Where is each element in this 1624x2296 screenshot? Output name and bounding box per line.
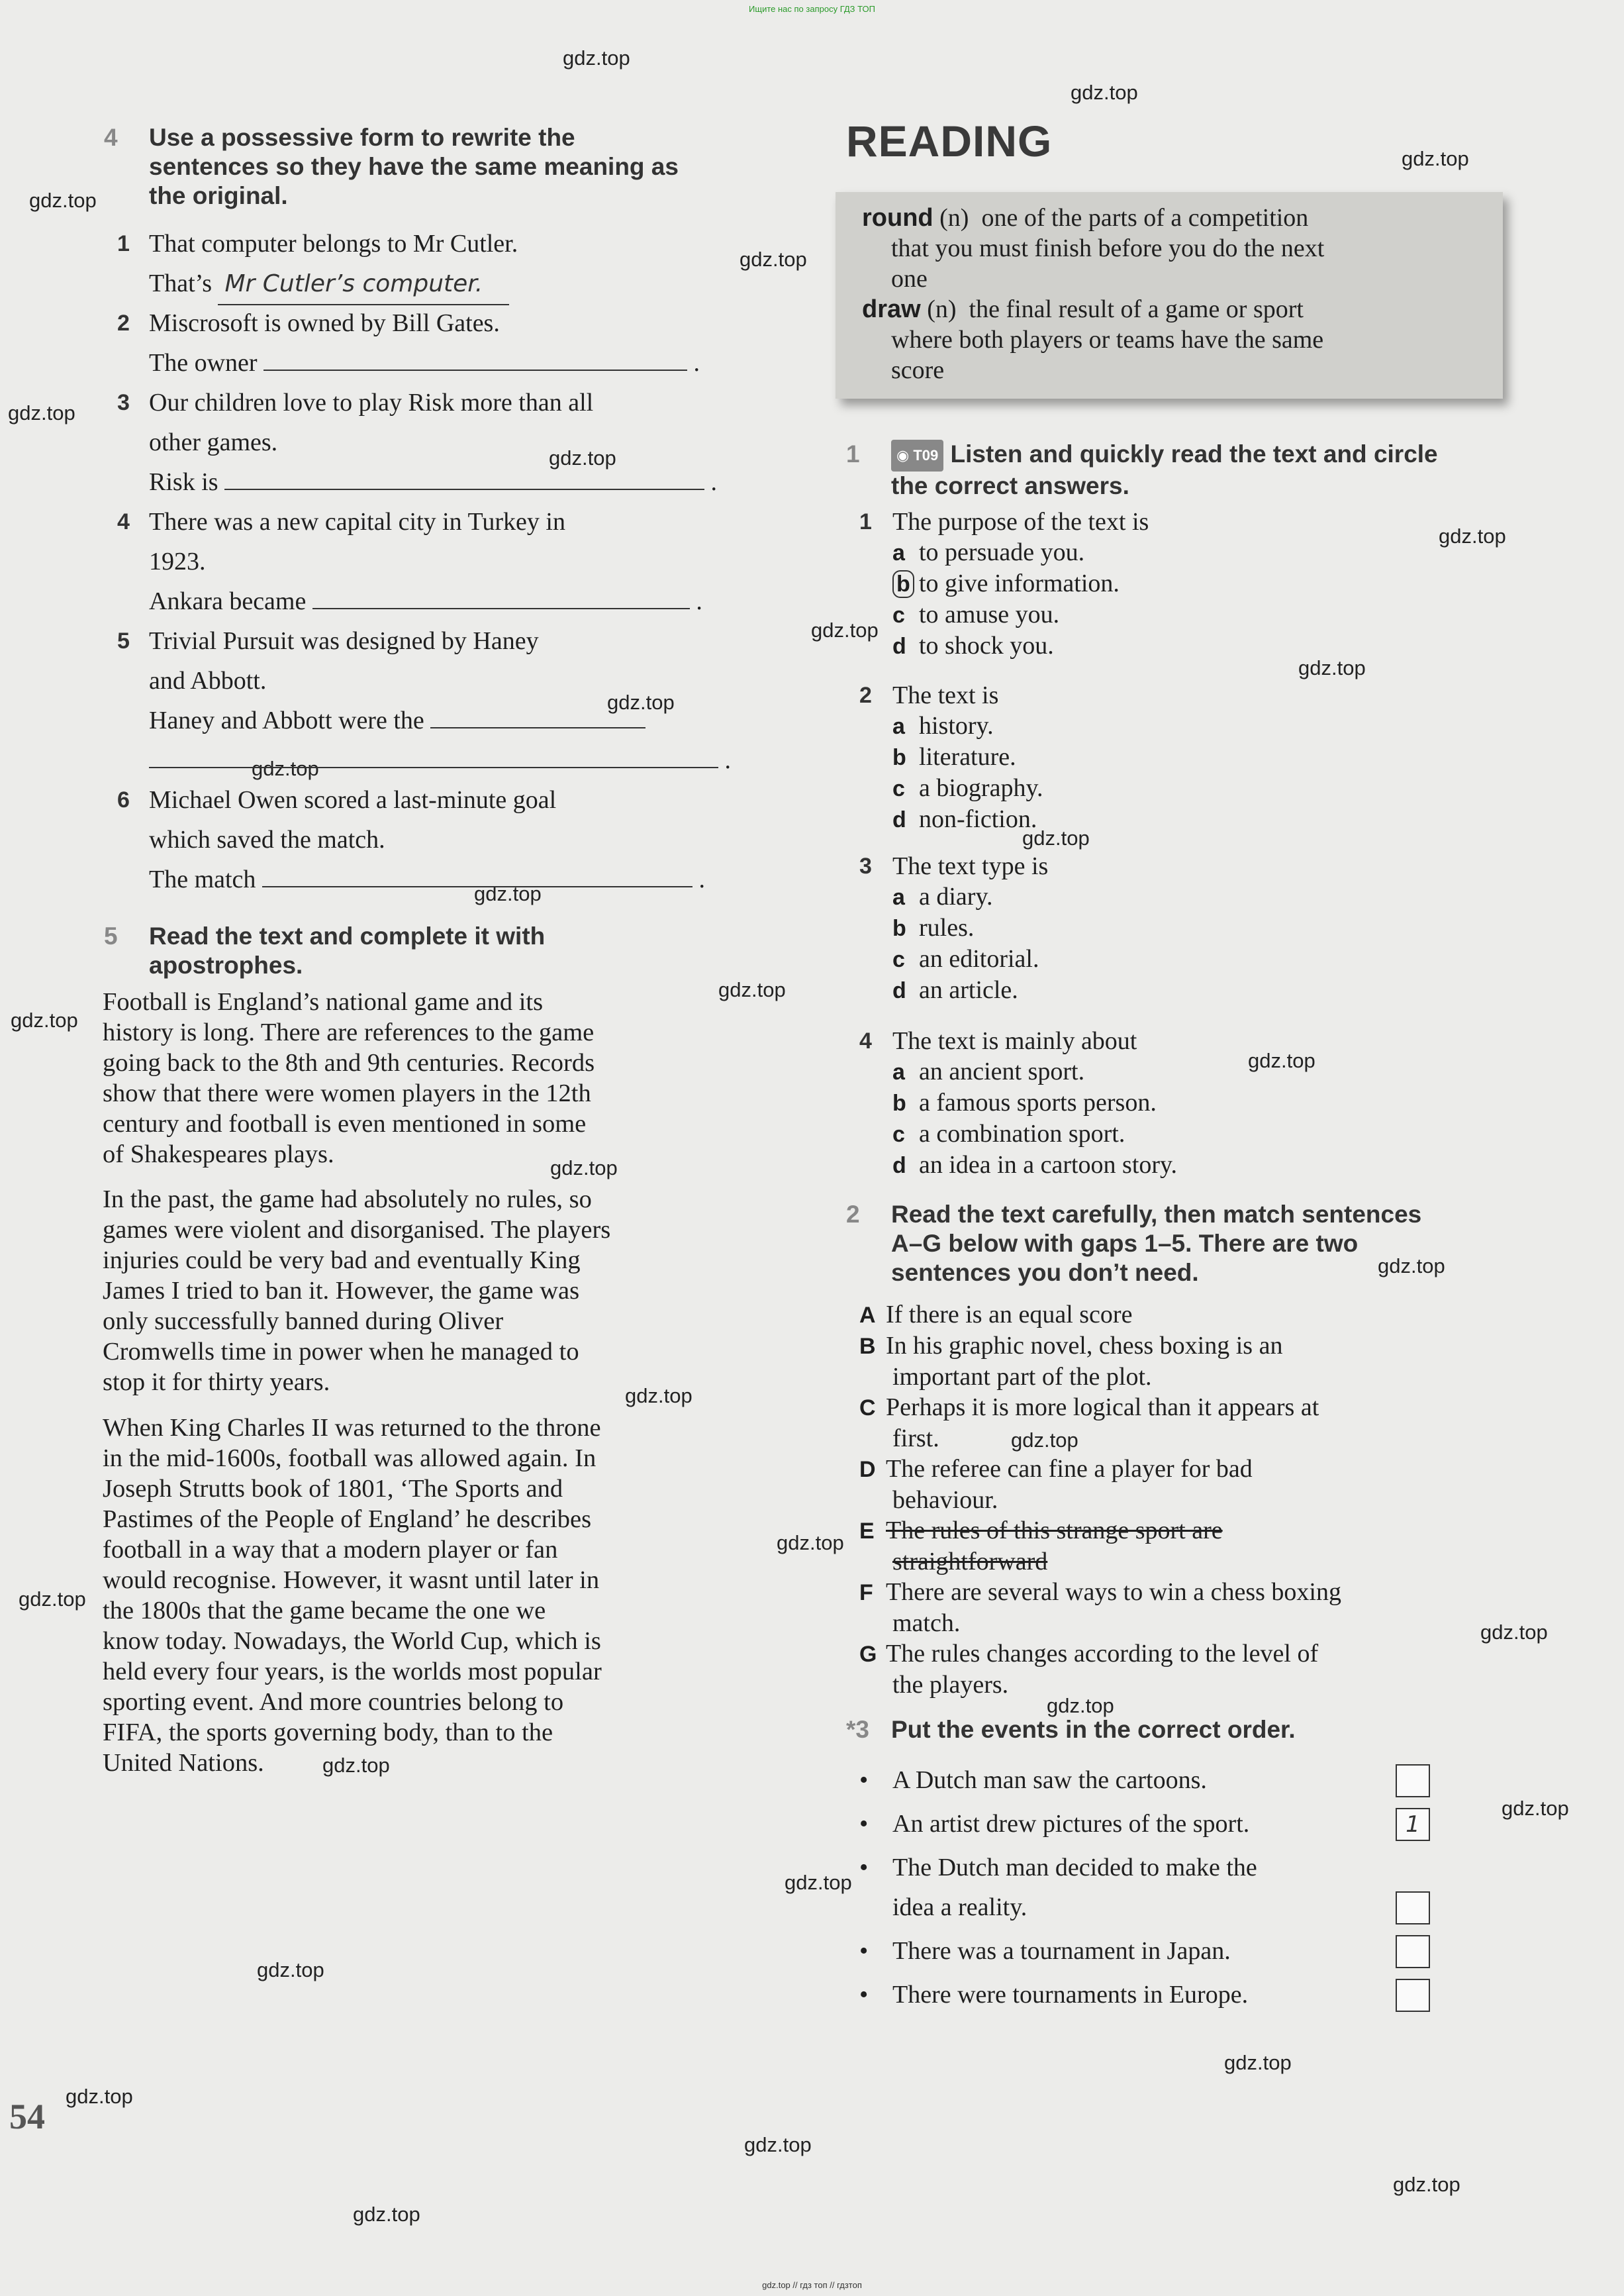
exercise-number: 1 (846, 440, 860, 468)
event-item: • There were tournaments in Europe. (859, 1975, 1521, 2019)
option[interactable]: d an idea in a cartoon story. (892, 1151, 1178, 1179)
event-item: • An artist drew pictures of the sport. 1 (859, 1804, 1521, 1848)
exercise-number: 2 (846, 1201, 860, 1228)
watermark: gdz.top (549, 446, 616, 470)
exercise-number: 4 (104, 124, 118, 151)
watermark: gdz.top (8, 401, 75, 424)
watermark: gdz.top (19, 1587, 86, 1611)
watermark: gdz.top (1378, 1254, 1445, 1277)
option[interactable]: c an editorial. (892, 945, 1039, 973)
sentence-f: F There are several ways to win a chess boxing match. (859, 1578, 1341, 1637)
option[interactable]: a history. (892, 712, 994, 740)
sentence-a: A If there is an equal score (859, 1301, 1133, 1328)
watermark: gdz.top (563, 46, 630, 70)
watermark: gdz.top (66, 2085, 133, 2108)
option[interactable]: d an article. (892, 976, 1018, 1004)
watermark: gdz.top (1071, 81, 1138, 104)
watermark: gdz.top (1047, 1694, 1114, 1717)
option[interactable]: b literature. (892, 743, 1016, 771)
match-sentences (859, 1299, 1495, 1700)
watermark: gdz.top (1480, 1621, 1548, 1644)
text-paragraph-3: When King Charles II was returned to the throne in the mid-1600s, football was allowed again. In Joseph Strutts book of 1801, ‘The Sports and Pastimes of the People of England’ he describes football in a way that a modern player or fan would recognise. However, it wasnt until later in the 1800s that the game became the one we know today. Nowadays, the World Cup, which is held every four years, is the worlds most popular sporting event. And more countries belong to FIFA, the sports governing body, than to the United Nations. (103, 1414, 602, 1777)
watermark: gdz.top (1298, 656, 1366, 679)
answer-field[interactable] (224, 466, 704, 490)
exercise-number: 5 (104, 923, 118, 950)
watermark: gdz.top (322, 1754, 390, 1777)
answer-field[interactable] (262, 864, 693, 887)
option[interactable]: a an ancient sport. (892, 1058, 1085, 1085)
top-banner: Ищите нас по запросу ГДЗ ТОП (749, 4, 875, 14)
reading-exercise-1-instruction: 1 ◉ T09 Listen and quickly read the text and circle the correct answers. (846, 440, 1438, 500)
watermark: gdz.top (1011, 1428, 1078, 1452)
question-block: 4 The text is mainly about a an ancient sport. b a famous sports person. c a combination sport. d an idea in a cartoon story. (859, 1026, 1495, 1181)
watermark: gdz.top (550, 1156, 618, 1179)
watermark: gdz.top (1224, 2051, 1292, 2074)
section-title: READING (846, 117, 1053, 166)
text-paragraph-1: Football is England’s national game and its history is long. There are references to the game going back to the 8th and 9th centuries. Records show that there were women players in the 12th century and football is even mentioned in some of Shakespeares plays. (103, 988, 595, 1168)
watermark: gdz.top (29, 189, 97, 212)
page-number: 54 (9, 2097, 45, 2136)
question-block: 3 The text type is a a diary. b rules. c an editorial. d an article. (859, 851, 1495, 1006)
watermark: gdz.top (257, 1958, 324, 1981)
watermark: gdz.top (607, 691, 675, 714)
option[interactable]: c a biography. (892, 774, 1043, 802)
answer-field[interactable] (430, 705, 645, 728)
watermark: gdz.top (1439, 524, 1506, 548)
option[interactable]: a a diary. (892, 883, 993, 911)
sentence-g: G The rules changes according to the level of the players. (859, 1640, 1319, 1699)
ex4-item: 3 Our children love to play Risk more than all other games. Risk is . (117, 389, 718, 496)
ex4-item: 2 Miscrosoft is owned by Bill Gates. The owner . (117, 309, 700, 377)
watermark: gdz.top (811, 619, 879, 642)
watermark: gdz.top (474, 882, 542, 905)
watermark: gdz.top (353, 2203, 420, 2226)
option-circled[interactable]: b to give information. (892, 568, 1495, 599)
watermark: gdz.top (1022, 826, 1090, 850)
order-box[interactable]: 1 (1396, 1808, 1430, 1841)
watermark: gdz.top (785, 1871, 852, 1894)
reading-exercise-2-instruction: 2 Read the text carefully, then match sentences A–G below with gaps 1–5. There are two sentences you don’t need. (846, 1201, 1422, 1286)
watermark: gdz.top (1502, 1797, 1569, 1820)
answer-field[interactable]: Mr Cutler’s computer. (218, 264, 509, 305)
sentence-b: B In his graphic novel, chess boxing is an important part of the plot. (859, 1332, 1283, 1391)
ex4-item: 1 That computer belongs to Mr Cutler. That’s Mr Cutler’s computer. (117, 224, 786, 305)
order-box[interactable] (1396, 1891, 1430, 1924)
bottom-banner: gdz.top // гдз топ // гдзтоп (762, 2280, 862, 2290)
ex4-item: 5 Trivial Pursuit was designed by Haney and Abbott. Haney and Abbott were the . (117, 627, 731, 774)
watermark: gdz.top (718, 978, 786, 1001)
ex4-item: 6 Michael Owen scored a last-minute goal which saved the match. The match . (117, 786, 705, 893)
order-box[interactable] (1396, 1764, 1430, 1797)
watermark: gdz.top (777, 1531, 844, 1554)
question-block: 1 The purpose of the text is a to persuade you. b to give information. c to amuse you. d to shock you. (859, 507, 1495, 662)
watermark: gdz.top (1402, 147, 1469, 170)
ex4-item: 4 There was a new capital city in Turkey in 1923. Ankara became . (117, 508, 702, 615)
watermark: gdz.top (252, 757, 319, 780)
exercise-5-instruction: 5 Read the text and complete it with apostrophes. (104, 923, 546, 979)
option[interactable]: c to amuse you. (892, 601, 1060, 628)
glossary-box (836, 192, 1503, 399)
events-list (859, 1760, 1521, 2019)
audio-track-button[interactable]: ◉ T09 (891, 440, 943, 472)
exercise-number: *3 (846, 1716, 869, 1743)
event-item: • There was a tournament in Japan. (859, 1931, 1521, 1975)
event-item: • A Dutch man saw the cartoons. (859, 1760, 1521, 1804)
glossary-entry-round: round (n) one of the parts of a competition that you must finish before you do the next one (862, 204, 1325, 293)
option[interactable]: b a famous sports person. (892, 1089, 1157, 1117)
answer-field[interactable] (312, 585, 690, 609)
option[interactable]: b rules. (892, 914, 975, 942)
order-box[interactable] (1396, 1935, 1430, 1968)
option[interactable]: d to shock you. (892, 632, 1054, 660)
reading-exercise-3-instruction: *3 Put the events in the correct order. (846, 1716, 1296, 1743)
answer-field[interactable] (149, 744, 718, 768)
option[interactable]: d non-fiction. (892, 805, 1037, 833)
option[interactable]: a to persuade you. (892, 538, 1085, 566)
watermark: gdz.top (740, 248, 807, 271)
text-paragraph-2: In the past, the game had absolutely no rules, so games were violent and disorganised. The players injuries could be very bad and eventually King James I tried to ban it. However, the game was only successfully banned during Oliver Cromwells time in power when he managed to stop it for thirty years. (103, 1185, 611, 1396)
event-item: • The Dutch man decided to make the idea a reality. (859, 1848, 1521, 1931)
watermark: gdz.top (625, 1384, 693, 1407)
watermark: gdz.top (744, 2133, 812, 2156)
option[interactable]: c a combination sport. (892, 1120, 1125, 1148)
watermark: gdz.top (1248, 1049, 1315, 1072)
exercise-4-instruction: 4 Use a possessive form to rewrite the sentences so they have the same meaning as the original. (104, 124, 679, 209)
sentence-d: D The referee can fine a player for bad behaviour. (859, 1455, 1253, 1514)
answer-field[interactable] (263, 347, 687, 371)
watermark: gdz.top (1393, 2173, 1460, 2196)
question-block: 2 The text is a history. b literature. c a biography. d non-fiction. (859, 680, 1495, 835)
glossary-entry-draw: draw (n) the final result of a game or sport where both players or teams have the same score (862, 295, 1324, 384)
sentence-e-struck: E The rules of this strange sport are straightforward (859, 1517, 1223, 1575)
sentence-c: C Perhaps it is more logical than it appears at first. (859, 1393, 1319, 1452)
order-box[interactable] (1396, 1979, 1430, 2012)
watermark: gdz.top (11, 1009, 78, 1032)
